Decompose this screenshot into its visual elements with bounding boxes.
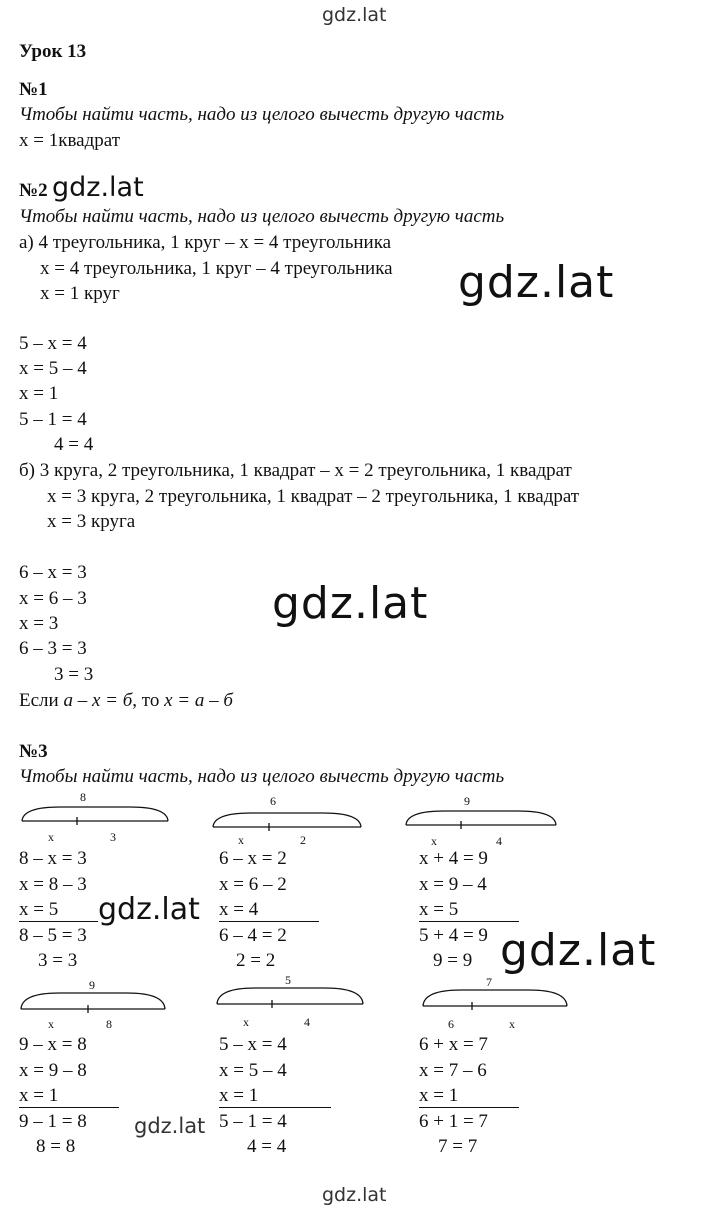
equation-check-result: 8 = 8 [36,1136,76,1157]
equation-check: 6 + 1 = 7 [419,1111,488,1132]
task2-b-line-2: x = 3 круга, 2 треугольника, 1 квадрат – 2 треугольника, 1 квадрат [47,486,580,507]
task2-a-line-3: x = 1 круг [40,283,120,304]
conclusion-formula-1: а – x = б [63,690,133,711]
watermark-small-bottom: gdz.lat [134,1114,206,1138]
segment-whole-label: 5 [285,973,291,987]
task2-a-eq-5: 4 = 4 [54,434,94,455]
segment-whole-label: 9 [464,794,470,808]
equation-check-result: 9 = 9 [433,950,473,971]
task3-rule: Чтобы найти часть, надо из целого вычесть другую часть [19,766,505,787]
answer-underline [419,921,519,922]
task2-a-line-2: x = 4 треугольника, 1 круг – 4 треугольника [40,258,393,279]
equation-answer: x = 1 [219,1085,259,1106]
task3-number: №3 [19,741,48,762]
equation-line: x = 9 – 8 [19,1060,87,1081]
equation-check-result: 7 = 7 [438,1136,478,1157]
task2-b-eq-1: 6 – x = 3 [19,562,87,583]
task2-a-eq-1: 5 – x = 4 [19,333,87,354]
equation-check-result: 3 = 3 [38,950,78,971]
equation-line: 6 – x = 2 [219,848,287,869]
task2-a-eq-2: x = 5 – 4 [19,358,87,379]
answer-underline [219,1107,331,1108]
segment-diagram [211,809,363,835]
conclusion-formula-2: x = а – б [164,690,233,711]
equation-line: x = 8 – 3 [19,874,87,895]
segment-whole-label: 7 [486,975,492,989]
task2-b-eq-2: x = 6 – 3 [19,588,87,609]
task1-rule: Чтобы найти часть, надо из целого вычесть другую часть [19,104,505,125]
equation-check-result: 4 = 4 [247,1136,287,1157]
equation-line: x = 6 – 2 [219,874,287,895]
task2-a-eq-3: x = 1 [19,383,59,404]
segment-diagram [215,984,365,1014]
segment-left-label: x [48,1017,54,1031]
answer-underline [19,921,99,922]
segment-diagram [404,807,558,835]
watermark-large-3: gdz.lat [500,925,657,976]
segment-diagram [20,803,170,831]
watermark-task2: gdz.lat [52,172,148,203]
equation-answer: x = 1 [19,1085,59,1106]
lesson-title: Урок 13 [19,41,87,62]
task1-answer: x = 1квадрат [19,130,121,151]
task2-b-eq-4: 6 – 3 = 3 [19,638,87,659]
segment-left-label: x [238,833,244,847]
task2-number: №2 [19,180,48,201]
segment-right-label: x [509,1017,515,1031]
equation-line: 9 – x = 8 [19,1034,87,1055]
equation-answer: x = 1 [419,1085,459,1106]
equation-line: 6 + x = 7 [419,1034,488,1055]
equation-line: x = 9 – 4 [419,874,487,895]
watermark-top: gdz.lat [322,4,387,26]
equation-check: 5 – 1 = 4 [219,1111,287,1132]
equation-line: x + 4 = 9 [419,848,488,869]
conclusion-prefix: Если [19,690,64,711]
task2-b-line-1: б) 3 круга, 2 треугольника, 1 квадрат – x = 2 треугольника, 1 квадрат [19,460,572,481]
equation-line: 5 – x = 4 [219,1034,287,1055]
equation-answer: x = 4 [219,899,259,920]
segment-whole-label: 9 [89,978,95,992]
segment-right-label: 4 [304,1015,310,1029]
equation-answer: x = 5 [419,899,459,920]
answer-underline [219,921,319,922]
equation-check: 8 – 5 = 3 [19,925,87,946]
task2-b-eq-5: 3 = 3 [54,664,94,685]
watermark-bottom: gdz.lat [322,1184,387,1206]
segment-right-label: 3 [110,830,116,844]
task2-b-line-3: x = 3 круга [47,511,136,532]
segment-left-label: x [431,834,437,848]
segment-left-label: x [243,1015,249,1029]
equation-check-result: 2 = 2 [236,950,276,971]
equation-line: x = 7 – 6 [419,1060,487,1081]
task1-number: №1 [19,79,48,100]
segment-right-label: 4 [496,834,502,848]
equation-line: x = 5 – 4 [219,1060,287,1081]
equation-check: 9 – 1 = 8 [19,1111,87,1132]
task2-b-eq-3: x = 3 [19,613,59,634]
segment-diagram [19,989,167,1019]
equation-check: 5 + 4 = 9 [419,925,488,946]
answer-underline [419,1107,519,1108]
task2-conclusion [19,691,233,710]
segment-whole-label: 6 [270,794,276,808]
equation-line: 8 – x = 3 [19,848,87,869]
conclusion-mid: , то [132,690,165,711]
segment-right-label: 2 [300,833,306,847]
equation-check: 6 – 4 = 2 [219,925,287,946]
segment-right-label: 8 [106,1017,112,1031]
watermark-large-2: gdz.lat [272,578,429,629]
segment-diagram [421,986,569,1016]
watermark-mid-left: gdz.lat [98,892,200,927]
task2-a-eq-4: 5 – 1 = 4 [19,409,87,430]
task2-rule: Чтобы найти часть, надо из целого вычесть другую часть [19,206,505,227]
segment-whole-label: 8 [80,790,86,804]
task2-a-line-1: а) 4 треугольника, 1 круг – x = 4 треугольника [19,232,392,253]
watermark-large-1: gdz.lat [458,257,615,308]
segment-left-label: x [48,830,54,844]
segment-left-label: 6 [448,1017,454,1031]
answer-underline [19,1107,119,1108]
equation-answer: x = 5 [19,899,59,920]
